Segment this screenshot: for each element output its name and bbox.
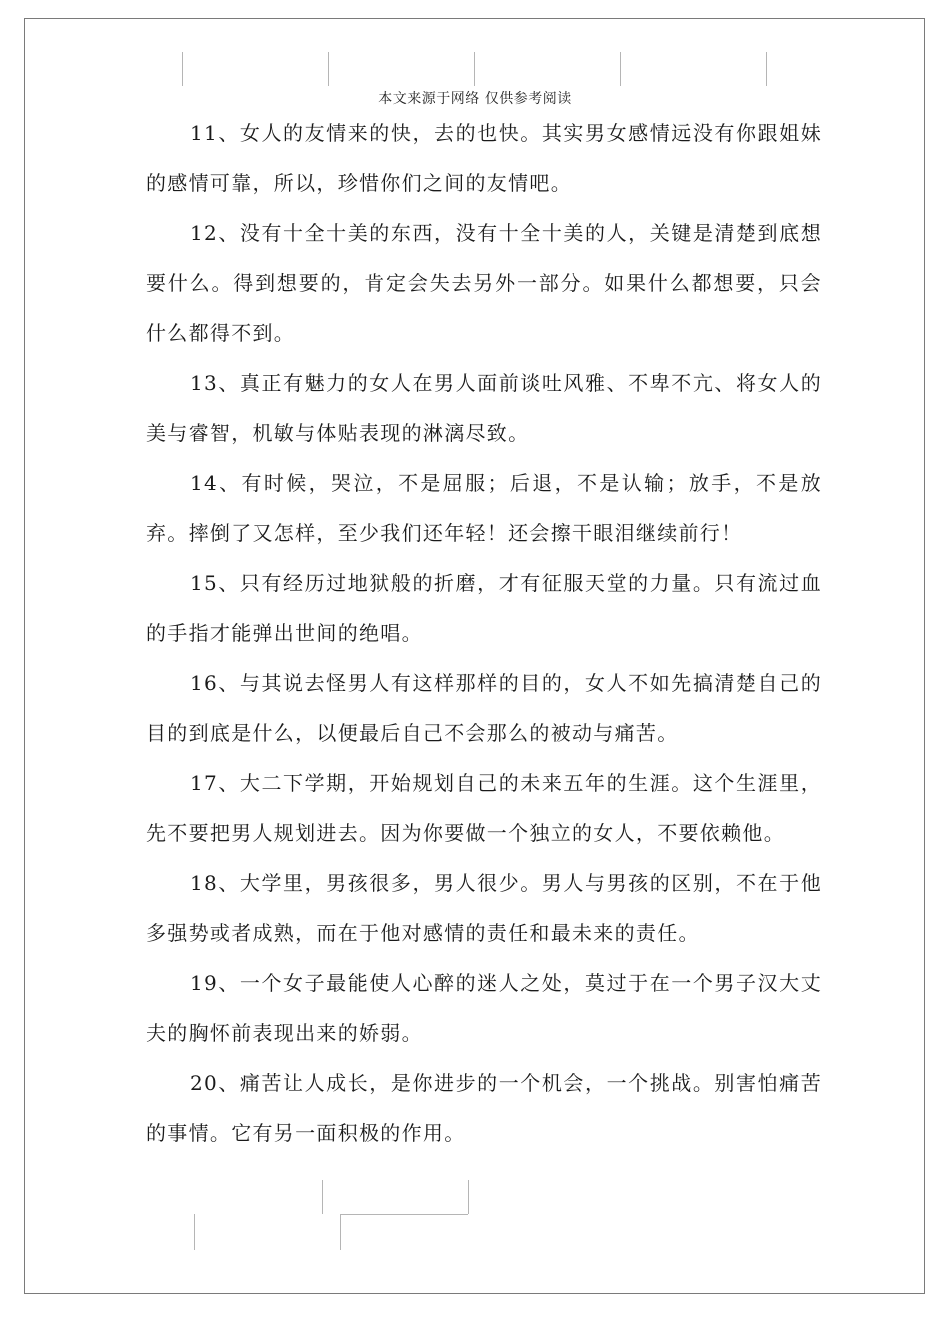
bottom-tick-mark xyxy=(194,1214,195,1250)
paragraph-13: 13、真正有魅力的女人在男人面前谈吐风雅、不卑不亢、将女人的美与睿智，机敏与体贴表现的淋漓尽致。 xyxy=(146,371,822,445)
paragraph-16: 16、与其说去怪男人有这样那样的目的，女人不如先搞清楚自己的目的到底是什么，以便最后自己不会那么的被动与痛苦。 xyxy=(146,671,822,745)
paragraph-15: 15、只有经历过地狱般的折磨，才有征服天堂的力量。只有流过血的手指才能弹出世间的绝唱。 xyxy=(146,571,822,645)
document-body xyxy=(146,108,822,1158)
bottom-tick-mark xyxy=(340,1214,341,1250)
top-tick-mark xyxy=(328,52,329,86)
bottom-tick-mark xyxy=(322,1180,323,1214)
paragraph-18: 18、大学里，男孩很多，男人很少。男人与男孩的区别，不在于他多强势或者成熟，而在于他对感情的责任和最未来的责任。 xyxy=(146,871,822,945)
header-note: 本文来源于网络 仅供参考阅读 xyxy=(378,91,572,107)
paragraph-19: 19、一个女子最能使人心醉的迷人之处，莫过于在一个男子汉大丈夫的胸怀前表现出来的娇弱。 xyxy=(146,971,822,1045)
paragraph-11: 11、女人的友情来的快，去的也快。其实男女感情远没有你跟姐妹的感情可靠，所以，珍惜你们之间的友情吧。 xyxy=(146,121,822,195)
top-tick-mark xyxy=(474,52,475,86)
top-tick-mark xyxy=(182,52,183,86)
paragraph-12: 12、没有十全十美的东西，没有十全十美的人，关键是清楚到底想要什么。得到想要的，肯定会失去另外一部分。如果什么都想要，只会什么都得不到。 xyxy=(146,221,822,345)
paragraph-14: 14、有时候，哭泣，不是屈服；后退，不是认输；放手，不是放弃。摔倒了又怎样，至少我们还年轻！还会擦干眼泪继续前行！ xyxy=(146,471,822,545)
top-tick-mark xyxy=(620,52,621,86)
bottom-rule xyxy=(340,1214,468,1215)
paragraph-20: 20、痛苦让人成长，是你进步的一个机会，一个挑战。别害怕痛苦的事情。它有另一面积极的作用。 xyxy=(146,1071,822,1145)
top-tick-mark xyxy=(766,52,767,86)
bottom-tick-mark xyxy=(468,1180,469,1214)
paragraph-17: 17、大二下学期，开始规划自己的未来五年的生涯。这个生涯里，先不要把男人规划进去。因为你要做一个独立的女人，不要依赖他。 xyxy=(146,771,822,845)
